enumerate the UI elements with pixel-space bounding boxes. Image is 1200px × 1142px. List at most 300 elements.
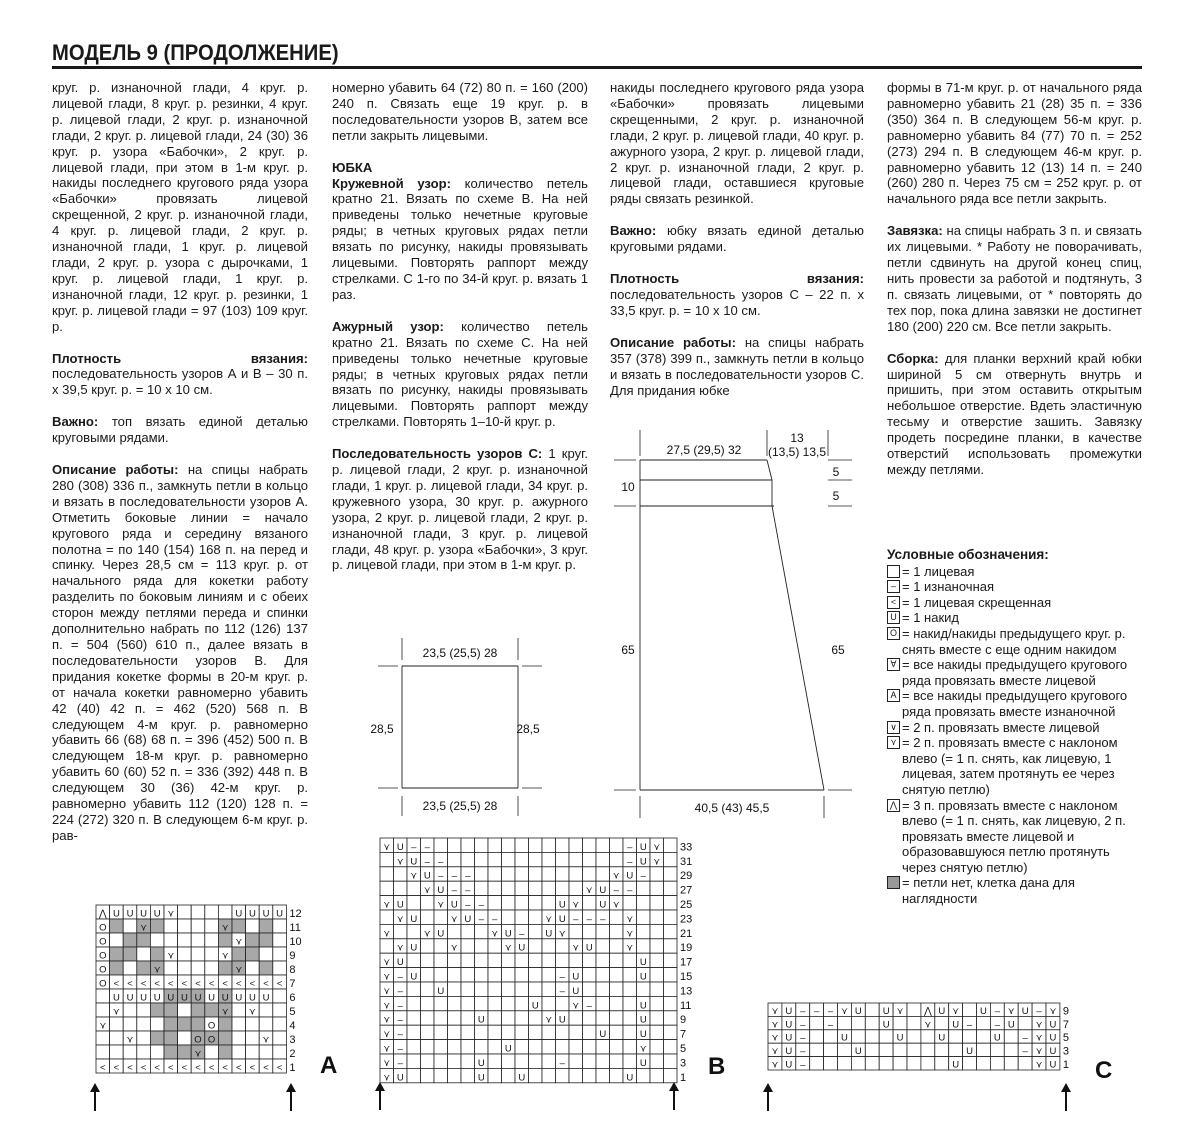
chart-cell bbox=[515, 1011, 529, 1025]
chart-cell bbox=[448, 1054, 462, 1068]
chart-symbol: < bbox=[113, 1062, 120, 1074]
chart-cell bbox=[529, 1011, 543, 1025]
chart-cell bbox=[610, 910, 624, 924]
chart-symbol: U bbox=[437, 885, 445, 897]
chart-cell bbox=[461, 852, 475, 866]
chart-symbol: – bbox=[478, 899, 484, 911]
chart-cell bbox=[259, 961, 273, 975]
chart-symbol: ⋎ bbox=[437, 899, 445, 911]
chart-cell bbox=[515, 1025, 529, 1039]
legend-symbol-icon: U bbox=[887, 611, 900, 624]
chart-cell bbox=[921, 1057, 935, 1070]
chart-cell bbox=[851, 1057, 865, 1070]
chart-symbol: ⋎ bbox=[221, 950, 229, 962]
paragraph-heading: Важно: bbox=[52, 414, 99, 430]
chart-cell bbox=[218, 1017, 232, 1031]
chart-cell bbox=[650, 953, 664, 967]
chart-symbol: U bbox=[531, 1000, 539, 1012]
chart-cell bbox=[461, 1025, 475, 1039]
chart-symbol: ⋎ bbox=[572, 899, 580, 911]
chart-cell bbox=[529, 896, 543, 910]
chart-symbol: O bbox=[207, 1034, 216, 1046]
chart-cell bbox=[421, 1068, 435, 1082]
chart-cell bbox=[851, 1030, 865, 1043]
chart-cell bbox=[515, 1054, 529, 1068]
chart-cell bbox=[475, 852, 489, 866]
chart-row-number: 5 bbox=[1062, 1032, 1070, 1045]
chart-symbol: U bbox=[112, 908, 120, 920]
chart-symbol: U bbox=[785, 1059, 793, 1071]
paragraph-text: количество петель кратно 21. Вязать по схеме С. На ней приведены только нечетные круговые ряды; в четных круговых рядах петли вязать по рисунку, накиды провязывать лицевыми. Повторять раппорт между стрелками. Повторять 1–10-й круг. р. bbox=[332, 318, 588, 430]
chart-cell bbox=[434, 968, 448, 982]
chart-symbol: O bbox=[99, 950, 107, 962]
chart-cell bbox=[421, 1040, 435, 1054]
legend-title: Условные обозначения: bbox=[887, 547, 1049, 562]
chart-cell bbox=[650, 1011, 664, 1025]
chart-cell bbox=[596, 968, 610, 982]
chart-symbol: U bbox=[1049, 1059, 1057, 1071]
chart-cell bbox=[448, 1025, 462, 1039]
chart-cell bbox=[475, 968, 489, 982]
chart-cell bbox=[394, 867, 408, 881]
chart-cell bbox=[475, 867, 489, 881]
chart-row-number: 3 bbox=[1062, 1045, 1070, 1058]
chart-symbol: – bbox=[397, 1043, 403, 1055]
chart-symbol: – bbox=[451, 885, 457, 897]
chart-cell bbox=[810, 1043, 824, 1056]
chart-symbol: ⋎ bbox=[896, 1005, 904, 1017]
chart-symbol: < bbox=[249, 978, 256, 990]
chart-row-number: 31 bbox=[680, 855, 693, 868]
paragraph bbox=[52, 351, 308, 399]
dim-top-width: 23,5 (25,5) 28 bbox=[422, 646, 498, 660]
chart-cell bbox=[935, 1016, 949, 1029]
chart-symbol: U bbox=[785, 1019, 793, 1031]
chart-cell bbox=[191, 905, 205, 919]
chart-cell bbox=[96, 1003, 110, 1017]
chart-cell bbox=[421, 982, 435, 996]
chart-symbol: ⋎ bbox=[840, 1005, 848, 1017]
chart-cell bbox=[488, 968, 502, 982]
chart-cell bbox=[556, 953, 570, 967]
chart-cell bbox=[218, 1031, 232, 1045]
chart-cell bbox=[246, 1017, 260, 1031]
legend-symbol-icon: ∀ bbox=[887, 658, 900, 671]
chart-cell bbox=[529, 968, 543, 982]
chart-cell bbox=[977, 1030, 991, 1043]
legend-text: = все накиды предыдущего кругового ряда провязать вместе лицевой bbox=[902, 657, 1128, 688]
chart-cell bbox=[461, 1068, 475, 1082]
chart-cell bbox=[583, 1068, 597, 1082]
chart-symbol: ⋎ bbox=[383, 928, 391, 940]
chart-cell bbox=[461, 1054, 475, 1068]
chart-symbol: ⋎ bbox=[1035, 1032, 1043, 1044]
chart-symbol: U bbox=[518, 942, 526, 954]
chart-symbol: U bbox=[626, 870, 634, 882]
chart-cell bbox=[824, 1043, 838, 1056]
chart-cell bbox=[610, 838, 624, 852]
chart-cell bbox=[421, 1054, 435, 1068]
chart-cell bbox=[123, 961, 137, 975]
chart-cell bbox=[96, 1045, 110, 1059]
chart-symbol: < bbox=[181, 1062, 188, 1074]
chart-label: A bbox=[320, 1052, 338, 1079]
paragraph-heading: Описание работы: bbox=[610, 334, 736, 350]
chart-cell bbox=[380, 910, 394, 924]
chart-symbol: ⋎ bbox=[235, 936, 243, 948]
chart-symbol: – bbox=[627, 841, 633, 853]
chart-cell bbox=[1004, 1043, 1018, 1056]
chart-row-number: 33 bbox=[680, 841, 693, 854]
chart-symbol: ⋎ bbox=[1035, 1019, 1043, 1031]
chart-cell bbox=[205, 947, 219, 961]
chart-symbol: ⋎ bbox=[771, 1059, 779, 1071]
chart-symbol: – bbox=[800, 1059, 806, 1071]
chart-label: B bbox=[708, 1053, 726, 1080]
chart-symbol: < bbox=[127, 1062, 133, 1074]
chart-cell bbox=[150, 1017, 164, 1031]
chart-cell bbox=[150, 919, 164, 933]
chart-cell bbox=[664, 924, 678, 938]
chart-cell bbox=[596, 1054, 610, 1068]
chart-cell bbox=[232, 1003, 246, 1017]
legend-text: = 1 изнаночная bbox=[902, 579, 995, 595]
repeat-arrow-icon bbox=[90, 1083, 100, 1111]
chart-cell bbox=[137, 1017, 151, 1031]
chart-cell bbox=[515, 968, 529, 982]
chart-symbol: U bbox=[112, 992, 120, 1004]
chart-symbol: U bbox=[410, 942, 418, 954]
chart-symbol: U bbox=[952, 1059, 960, 1071]
paragraph bbox=[610, 271, 864, 319]
paragraph bbox=[332, 176, 588, 303]
chart-cell bbox=[434, 838, 448, 852]
chart-symbol: U bbox=[262, 908, 270, 920]
chart-cell bbox=[434, 996, 448, 1010]
chart-cell bbox=[421, 953, 435, 967]
chart-cell bbox=[596, 924, 610, 938]
chart-symbol: U bbox=[410, 913, 418, 925]
chart-cell bbox=[623, 1011, 637, 1025]
chart-cell bbox=[434, 1068, 448, 1082]
chart-cell bbox=[502, 968, 516, 982]
paragraph bbox=[887, 351, 1142, 478]
chart-symbol: – bbox=[559, 1057, 565, 1069]
chart-cell bbox=[596, 996, 610, 1010]
chart-cell bbox=[838, 1016, 852, 1029]
chart-cell bbox=[664, 838, 678, 852]
chart-cell bbox=[583, 1025, 597, 1039]
chart-symbol: U bbox=[126, 908, 134, 920]
chart-cell bbox=[123, 933, 137, 947]
chart-symbol: – bbox=[800, 1046, 806, 1058]
chart-cell bbox=[623, 996, 637, 1010]
chart-cell bbox=[569, 852, 583, 866]
chart-symbol: ⋎ bbox=[383, 1072, 391, 1084]
chart-symbol: ⋎ bbox=[558, 928, 566, 940]
chart-symbol: ⋎ bbox=[924, 1019, 932, 1031]
chart-cell bbox=[502, 953, 516, 967]
chart-cell bbox=[205, 919, 219, 933]
chart-cell bbox=[569, 953, 583, 967]
chart-cell bbox=[488, 982, 502, 996]
chart-symbol: < bbox=[222, 978, 228, 990]
chart-cell bbox=[407, 1054, 421, 1068]
chart-symbol: U bbox=[938, 1032, 946, 1044]
chart-cell bbox=[623, 896, 637, 910]
chart-cell bbox=[150, 947, 164, 961]
chart-cell bbox=[583, 1011, 597, 1025]
chart-cell bbox=[1018, 1057, 1032, 1070]
legend-item bbox=[887, 875, 1142, 906]
chart-symbol: ⋎ bbox=[167, 908, 175, 920]
chart-cell bbox=[810, 1030, 824, 1043]
legend bbox=[887, 547, 1142, 907]
chart-cell bbox=[515, 1040, 529, 1054]
chart-symbol: ⋎ bbox=[221, 922, 229, 934]
chart-cell bbox=[542, 982, 556, 996]
chart-cell bbox=[949, 1030, 963, 1043]
chart-cell bbox=[569, 881, 583, 895]
chart-symbol: < bbox=[263, 1062, 269, 1074]
chart-cell bbox=[569, 1011, 583, 1025]
legend-item bbox=[887, 579, 1142, 595]
chart-cell bbox=[596, 838, 610, 852]
chart-cell bbox=[610, 982, 624, 996]
chart-symbol: – bbox=[559, 971, 565, 983]
chart-cell bbox=[110, 919, 124, 933]
legend-symbol-icon bbox=[887, 876, 900, 889]
chart-cell bbox=[623, 982, 637, 996]
chart-a bbox=[88, 903, 353, 1142]
chart-cell bbox=[137, 1045, 151, 1059]
chart-cell bbox=[556, 996, 570, 1010]
chart-symbol: U bbox=[966, 1046, 973, 1058]
chart-cell bbox=[650, 968, 664, 982]
chart-symbol: ⋎ bbox=[383, 971, 391, 983]
chart-cell bbox=[123, 1003, 137, 1017]
chart-symbol: U bbox=[854, 1046, 862, 1058]
chart-cell bbox=[191, 1017, 205, 1031]
chart-symbol: – bbox=[438, 870, 444, 882]
chart-cell bbox=[178, 1045, 192, 1059]
chart-symbol: ⋎ bbox=[1035, 1046, 1043, 1058]
chart-cell bbox=[178, 1017, 192, 1031]
chart-cell bbox=[637, 924, 651, 938]
chart-cell bbox=[421, 996, 435, 1010]
legend-text: = 1 накид bbox=[902, 610, 959, 626]
chart-cell bbox=[502, 910, 516, 924]
paragraph bbox=[52, 414, 308, 446]
chart-cell bbox=[475, 1025, 489, 1039]
chart-cell bbox=[623, 1025, 637, 1039]
chart-cell bbox=[529, 1025, 543, 1039]
chart-row-number: 7 bbox=[680, 1028, 687, 1041]
chart-cell bbox=[664, 939, 678, 953]
chart-cell bbox=[935, 1057, 949, 1070]
chart-cell bbox=[515, 852, 529, 866]
chart-symbol: < bbox=[100, 1062, 106, 1074]
chart-symbol: ⋎ bbox=[383, 1029, 391, 1041]
chart-cell bbox=[515, 881, 529, 895]
chart-symbol: U bbox=[1049, 1019, 1057, 1031]
chart-cell bbox=[610, 1011, 624, 1025]
chart-cell bbox=[218, 961, 232, 975]
chart-row-number: 1 bbox=[1062, 1059, 1070, 1071]
dim-skirt-top-right2: (13,5) 13,5 bbox=[767, 445, 827, 459]
chart-cell bbox=[461, 1011, 475, 1025]
chart-cell bbox=[893, 1016, 907, 1029]
chart-cell bbox=[515, 867, 529, 881]
chart-symbol: < bbox=[236, 1062, 242, 1074]
legend-item bbox=[887, 798, 1142, 876]
repeat-arrow-icon bbox=[669, 1082, 679, 1110]
chart-cell bbox=[475, 924, 489, 938]
chart-cell bbox=[569, 1025, 583, 1039]
chart-cell bbox=[502, 1054, 516, 1068]
chart-symbol: U bbox=[1049, 1032, 1057, 1044]
chart-symbol: U bbox=[639, 1000, 647, 1012]
chart-symbol: – bbox=[397, 1029, 403, 1041]
chart-row-number: 5 bbox=[680, 1043, 687, 1055]
chart-symbol: ⋎ bbox=[383, 1057, 391, 1069]
chart-cell bbox=[448, 838, 462, 852]
chart-cell bbox=[448, 924, 462, 938]
chart-cell bbox=[246, 1031, 260, 1045]
chart-cell bbox=[664, 852, 678, 866]
chart-cell bbox=[191, 1003, 205, 1017]
chart-cell bbox=[488, 852, 502, 866]
chart-cell bbox=[448, 996, 462, 1010]
chart-cell bbox=[380, 881, 394, 895]
chart-symbol: ⋎ bbox=[396, 856, 404, 868]
chart-cell bbox=[824, 1030, 838, 1043]
chart-symbol: U bbox=[410, 856, 418, 868]
chart-symbol: ⋎ bbox=[626, 913, 634, 925]
chart-cell bbox=[434, 939, 448, 953]
chart-cell bbox=[205, 1003, 219, 1017]
chart-cell bbox=[434, 1011, 448, 1025]
chart-cell bbox=[380, 867, 394, 881]
chart-cell bbox=[110, 1045, 124, 1059]
chart-cell bbox=[232, 919, 246, 933]
chart-cell bbox=[990, 1057, 1004, 1070]
chart-row-number: 11 bbox=[680, 999, 692, 1012]
chart-symbol: – bbox=[827, 1019, 834, 1031]
chart-cell bbox=[421, 968, 435, 982]
chart-row-number: 23 bbox=[680, 913, 693, 926]
chart-cell bbox=[273, 1003, 287, 1017]
chart-cell bbox=[191, 919, 205, 933]
chart-cell bbox=[893, 1057, 907, 1070]
chart-symbol: ⋎ bbox=[194, 1048, 202, 1060]
chart-cell bbox=[610, 1054, 624, 1068]
chart-symbol: U bbox=[518, 1072, 526, 1084]
chart-cell bbox=[529, 1040, 543, 1054]
chart-row-number: 1 bbox=[680, 1071, 687, 1084]
chart-symbol: ⋎ bbox=[572, 1000, 580, 1012]
chart-cell bbox=[137, 1003, 151, 1017]
chart-symbol: U bbox=[221, 992, 229, 1004]
chart-cell bbox=[542, 896, 556, 910]
chart-cell bbox=[542, 852, 556, 866]
chart-cell bbox=[273, 1017, 287, 1031]
chart-symbol: < bbox=[127, 978, 133, 990]
chart-symbol: U bbox=[180, 992, 188, 1004]
chart-symbol: ⋎ bbox=[167, 950, 175, 962]
chart-symbol: – bbox=[586, 1000, 592, 1012]
chart-cell bbox=[488, 996, 502, 1010]
chart-symbol: U bbox=[626, 1072, 634, 1084]
chart-symbol: O bbox=[207, 1020, 216, 1032]
chart-cell bbox=[218, 905, 232, 919]
chart-cell bbox=[205, 933, 219, 947]
chart-cell bbox=[650, 881, 664, 895]
chart-symbol: O bbox=[194, 1034, 202, 1046]
chart-c bbox=[760, 1001, 1130, 1142]
chart-cell bbox=[380, 939, 394, 953]
chart-cell bbox=[556, 1025, 570, 1039]
page-title: МОДЕЛЬ 9 (ПРОДОЛЖЕНИЕ) bbox=[52, 40, 339, 65]
chart-cell bbox=[96, 989, 110, 1003]
chart-symbol: U bbox=[882, 1005, 890, 1017]
chart-cell bbox=[610, 924, 624, 938]
paragraph-text: 1 круг. р. лицевой глади, 2 круг. р. изнаночной глади, 1 круг. р. лицевой глади, 34 круг. р. кружевного узора, 30 круг. р. ажурного узора, 2 круг. р. лицевой глади, 2 круг. р. изнаночной глади, 3 круг. р. лицевой глади, 48 круг. р. узора «Бабочки», 3 круг. р. лицевой глади, при этом в 1-м круг. р. bbox=[332, 446, 588, 573]
legend-item bbox=[887, 595, 1142, 611]
chart-cell bbox=[191, 961, 205, 975]
text-column-2 bbox=[332, 80, 588, 589]
chart-symbol: U bbox=[477, 1057, 485, 1069]
chart-symbol: O bbox=[99, 936, 107, 948]
chart-cell bbox=[623, 1054, 637, 1068]
chart-cell bbox=[502, 838, 516, 852]
chart-cell bbox=[529, 1054, 543, 1068]
chart-cell bbox=[583, 982, 597, 996]
chart-cell bbox=[542, 1040, 556, 1054]
chart-symbol: ⋀ bbox=[923, 1005, 932, 1017]
chart-cell bbox=[448, 1011, 462, 1025]
chart-cell bbox=[205, 905, 219, 919]
chart-cell bbox=[865, 1016, 879, 1029]
chart-row-number: 7 bbox=[1062, 1018, 1070, 1031]
paragraph bbox=[887, 223, 1142, 334]
chart-symbol: – bbox=[519, 928, 525, 940]
chart-cell bbox=[488, 1054, 502, 1068]
chart-symbol: ⋎ bbox=[771, 1032, 779, 1044]
chart-cell bbox=[650, 1025, 664, 1039]
chart-symbol: ⋎ bbox=[153, 964, 161, 976]
chart-symbol: U bbox=[396, 957, 404, 969]
chart-symbol: U bbox=[993, 1032, 1001, 1044]
paragraph-text: количество петель кратно 21. Вязать по схеме В. На ней приведены только нечетные круговые ряды; в четных круговых рядах петли вязать по рисунку, накиды провязывать лицевыми. Повторять раппорт между стрелками. С 1-го по 34-й круг. р. вязать 1 раз. bbox=[332, 175, 588, 302]
chart-cell bbox=[164, 1017, 178, 1031]
chart-cell bbox=[448, 1068, 462, 1082]
chart-symbol: U bbox=[558, 899, 566, 911]
chart-symbol: U bbox=[572, 985, 580, 997]
chart-cell bbox=[273, 989, 287, 1003]
chart-symbol: ⋎ bbox=[383, 841, 391, 853]
chart-cell bbox=[810, 1016, 824, 1029]
chart-cell bbox=[963, 1030, 977, 1043]
chart-cell bbox=[434, 953, 448, 967]
chart-cell bbox=[205, 961, 219, 975]
chart-cell bbox=[556, 838, 570, 852]
chart-row-number: 17 bbox=[680, 956, 693, 969]
chart-cell bbox=[583, 896, 597, 910]
chart-cell bbox=[137, 933, 151, 947]
chart-symbol: ⋎ bbox=[653, 856, 661, 868]
chart-cell bbox=[977, 1043, 991, 1056]
